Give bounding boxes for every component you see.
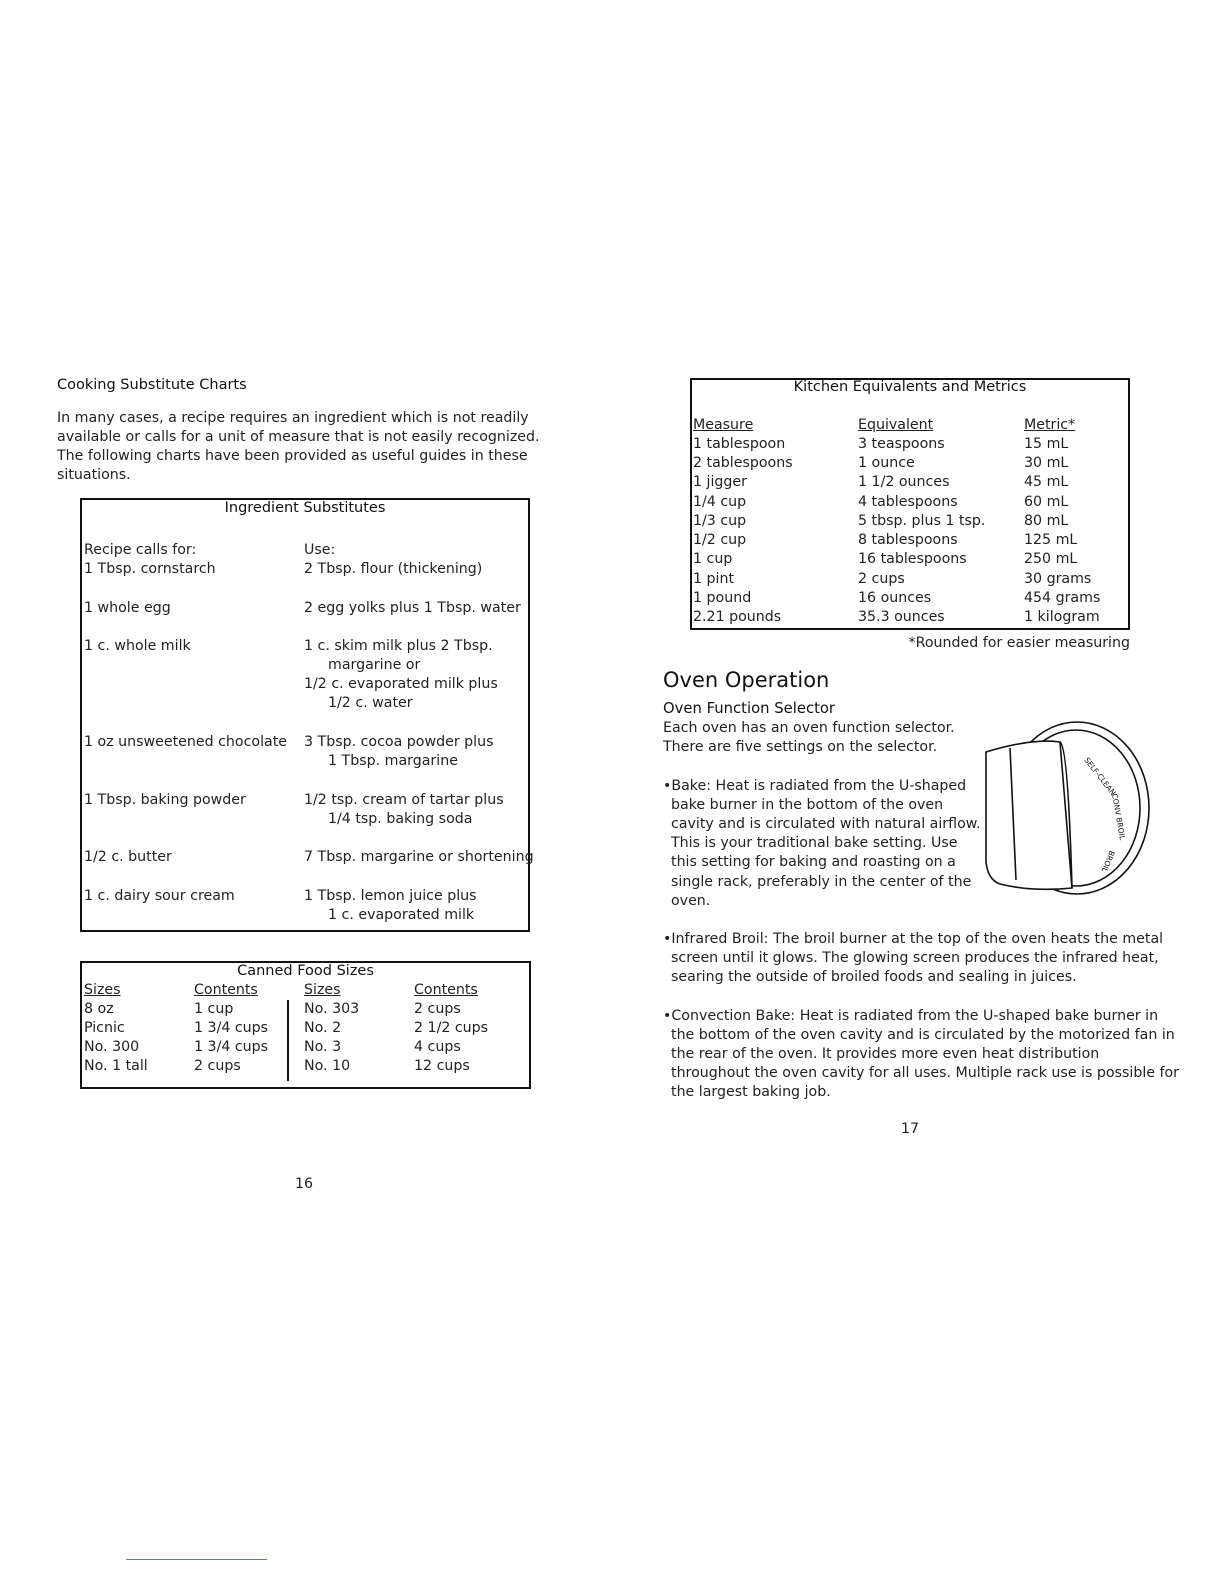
broil-line: screen until it glows. The glowing screen produces the infrared heat, — [671, 950, 1159, 966]
intro-line: available or calls for a unit of measure that is not easily recognized. — [57, 429, 540, 445]
equivalents-cell: 2 tablespoons — [693, 455, 793, 471]
equivalents-cell: 1 ounce — [858, 455, 915, 471]
equivalents-cell: 30 grams — [1024, 571, 1092, 587]
convection-line: the largest baking job. — [671, 1084, 831, 1100]
equivalents-cell: 35.3 ounces — [858, 609, 945, 625]
equivalents-cell: 1 kilogram — [1024, 609, 1100, 625]
subsection-title-oven-function-selector: Oven Function Selector — [663, 700, 836, 717]
canned-cell: 2 1/2 cups — [414, 1020, 489, 1036]
equivalents-header: Equivalent — [858, 417, 934, 433]
intro-line: situations. — [57, 467, 131, 483]
selector-intro-line: There are five settings on the selector. — [663, 739, 938, 755]
intro-line: In many cases, a recipe requires an ingredient which is not readily — [57, 410, 529, 426]
convection-line: the rear of the oven. It provides more even heat distribution — [671, 1046, 1100, 1062]
equivalents-cell: 45 mL — [1024, 474, 1069, 490]
oven-function-selector-dial-illustration — [972, 712, 1154, 904]
canned-cell: 1 3/4 cups — [194, 1020, 269, 1036]
equivalents-cell: 1 pound — [693, 590, 752, 606]
canned-header: Contents — [414, 982, 478, 998]
substitute-use: 2 egg yolks plus 1 Tbsp. water — [304, 600, 521, 616]
substitute-use: 2 Tbsp. flour (thickening) — [304, 561, 483, 577]
equivalents-cell: 250 mL — [1024, 551, 1078, 567]
bake-line: This is your traditional bake setting. Use — [671, 835, 958, 851]
page-number-right: 17 — [901, 1121, 920, 1137]
equivalents-cell: 8 tablespoons — [858, 532, 958, 548]
selector-intro-line: Each oven has an oven function selector. — [663, 720, 955, 736]
canned-header: Sizes — [84, 982, 121, 998]
equivalents-cell: 2.21 pounds — [693, 609, 782, 625]
equivalents-cell: 80 mL — [1024, 513, 1069, 529]
page-number-left: 16 — [295, 1176, 314, 1192]
substitute-calls-for: 1 oz unsweetened chocolate — [84, 734, 288, 750]
convection-line: the bottom of the oven cavity and is circulated by the motorized fan in — [671, 1027, 1175, 1043]
canned-cell: 2 cups — [194, 1058, 241, 1074]
dial-label-broil: BROIL — [1099, 849, 1117, 874]
bake-line: •Bake: Heat is radiated from the U-shaped — [663, 778, 967, 794]
convection-line: throughout the oven cavity for all uses. Multiple rack use is possible for — [671, 1065, 1180, 1081]
equivalents-cell: 16 tablespoons — [858, 551, 967, 567]
canned-cell: 8 oz — [84, 1001, 114, 1017]
dial-knob — [986, 741, 1072, 889]
canned-cell: 4 cups — [414, 1039, 461, 1055]
broil-line: •Infrared Broil: The broil burner at the top of the oven heats the metal — [663, 931, 1164, 947]
substitute-calls-for: 1 c. dairy sour cream — [84, 888, 235, 904]
canned-cell: No. 300 — [84, 1039, 140, 1055]
footer-rule — [126, 1559, 267, 1560]
equivalents-cell: 1/2 cup — [693, 532, 747, 548]
bake-line: oven. — [671, 893, 711, 909]
canned-cell: Picnic — [84, 1020, 125, 1036]
dial-label-conv-broil: CONV BROIL — [1110, 792, 1128, 841]
equivalents-cell: 1/4 cup — [693, 494, 747, 510]
substitute-calls-for: 1 Tbsp. baking powder — [84, 792, 246, 808]
equivalents-cell: 3 teaspoons — [858, 436, 945, 452]
substitute-calls-for: 1 whole egg — [84, 600, 171, 616]
equivalents-cell: 30 mL — [1024, 455, 1069, 471]
ingredient-substitutes-title: Ingredient Substitutes — [224, 500, 386, 516]
equivalents-cell: 15 mL — [1024, 436, 1069, 452]
substitute-calls-for: 1 Tbsp. cornstarch — [84, 561, 216, 577]
substitute-use: 1 Tbsp. margarine — [328, 753, 458, 769]
bake-line: single rack, preferably in the center of the — [671, 874, 972, 890]
canned-cell: 1 cup — [194, 1001, 234, 1017]
canned-cell: No. 1 tall — [84, 1058, 148, 1074]
intro-line: The following charts have been provided as useful guides in these — [57, 448, 528, 464]
canned-column-divider — [287, 1000, 289, 1081]
canned-cell: No. 303 — [304, 1001, 360, 1017]
convection-line: •Convection Bake: Heat is radiated from the U-shaped bake burner in — [663, 1008, 1159, 1024]
equivalents-cell: 1 cup — [693, 551, 733, 567]
substitute-use: 3 Tbsp. cocoa powder plus — [304, 734, 494, 750]
bake-line: this setting for baking and roasting on a — [671, 854, 956, 870]
equivalents-header: Measure — [693, 417, 754, 433]
substitute-calls-for: 1/2 c. butter — [84, 849, 172, 865]
equivalents-header: Metric* — [1024, 417, 1076, 433]
substitute-use: margarine or — [328, 657, 421, 673]
substitute-use: 1/2 tsp. cream of tartar plus — [304, 792, 504, 808]
kitchen-equivalents-title: Kitchen Equivalents and Metrics — [793, 379, 1027, 395]
canned-cell: 2 cups — [414, 1001, 461, 1017]
canned-header: Sizes — [304, 982, 341, 998]
equivalents-cell: 125 mL — [1024, 532, 1078, 548]
section-title-oven-operation: Oven Operation — [663, 668, 830, 692]
equivalents-cell: 1/3 cup — [693, 513, 747, 529]
equivalents-cell: 60 mL — [1024, 494, 1069, 510]
bake-line: bake burner in the bottom of the oven — [671, 797, 944, 813]
equivalents-footnote: *Rounded for easier measuring — [908, 635, 1130, 651]
page-title-cooking-substitutes: Cooking Substitute Charts — [57, 377, 247, 393]
substitute-calls-for: 1 c. whole milk — [84, 638, 191, 654]
canned-cell: No. 10 — [304, 1058, 351, 1074]
substitute-use: 1/2 c. water — [328, 695, 413, 711]
broil-line: searing the outside of broiled foods and sealing in juices. — [671, 969, 1077, 985]
equivalents-cell: 1 jigger — [693, 474, 747, 490]
equivalents-cell: 1 pint — [693, 571, 735, 587]
bake-line: cavity and is circulated with natural airflow. — [671, 816, 981, 832]
equivalents-cell: 5 tbsp. plus 1 tsp. — [858, 513, 986, 529]
substitute-use: 1/2 c. evaporated milk plus — [304, 676, 498, 692]
canned-food-sizes-title: Canned Food Sizes — [237, 963, 374, 979]
canned-cell: 1 3/4 cups — [194, 1039, 269, 1055]
dial-label-self-clean: SELF-CLEAN — [1082, 755, 1118, 798]
equivalents-cell: 1 tablespoon — [693, 436, 786, 452]
header-use: Use: — [304, 542, 336, 558]
canned-cell: 12 cups — [414, 1058, 470, 1074]
substitute-use: 1 Tbsp. lemon juice plus — [304, 888, 477, 904]
canned-cell: No. 3 — [304, 1039, 342, 1055]
substitute-use: 1 c. evaporated milk — [328, 907, 475, 923]
header-recipe-calls-for: Recipe calls for: — [84, 542, 197, 558]
equivalents-cell: 454 grams — [1024, 590, 1101, 606]
equivalents-cell: 1 1/2 ounces — [858, 474, 950, 490]
canned-cell: No. 2 — [304, 1020, 342, 1036]
canned-header: Contents — [194, 982, 258, 998]
equivalents-cell: 16 ounces — [858, 590, 932, 606]
substitute-use: 1/4 tsp. baking soda — [328, 811, 473, 827]
equivalents-cell: 4 tablespoons — [858, 494, 958, 510]
equivalents-cell: 2 cups — [858, 571, 905, 587]
substitute-use: 1 c. skim milk plus 2 Tbsp. — [304, 638, 493, 654]
substitute-use: 7 Tbsp. margarine or shortening — [304, 849, 534, 865]
